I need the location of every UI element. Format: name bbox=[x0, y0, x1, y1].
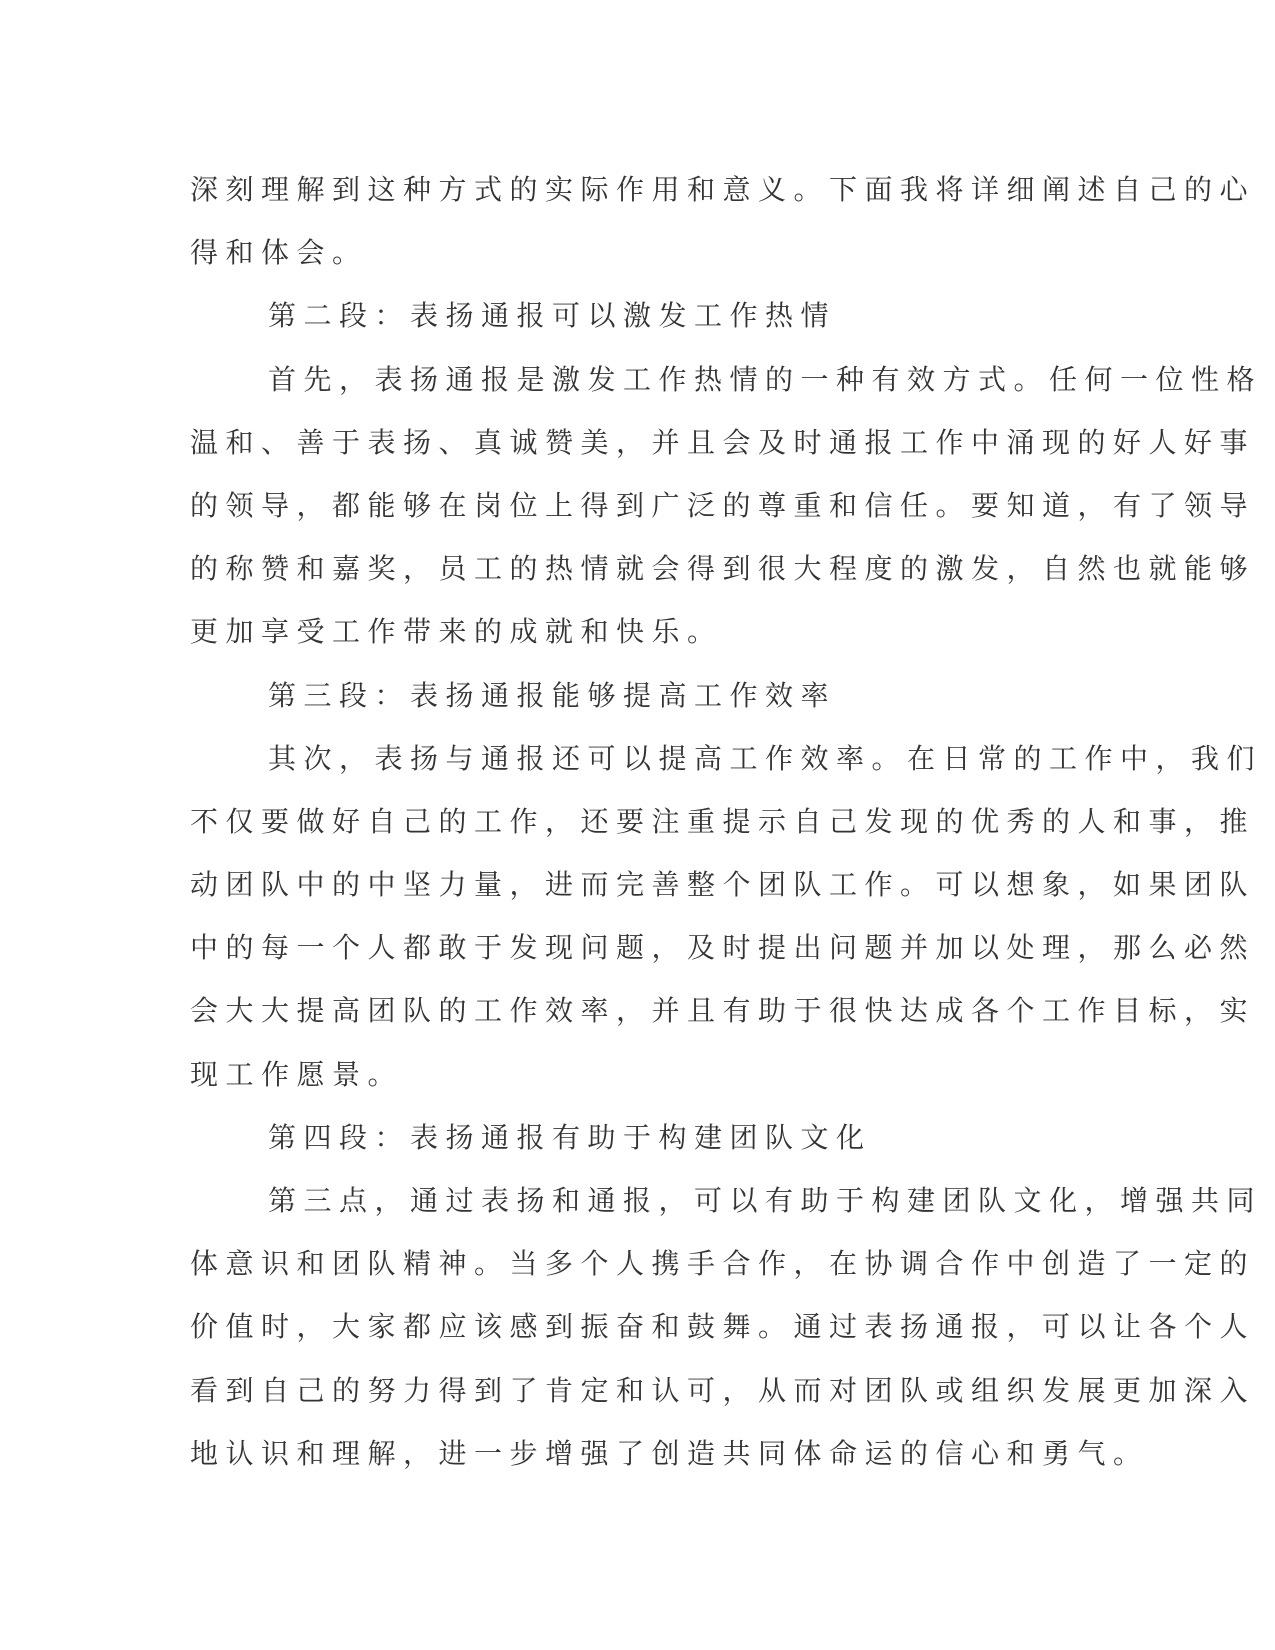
document-body bbox=[190, 158, 1263, 1485]
section-heading-2: 第二段：表扬通报可以激发工作热情 bbox=[268, 299, 837, 333]
body-line: 价值时，大家都应该感到振奋和鼓舞。通过表扬通报，可以让各个人 bbox=[190, 1310, 1256, 1344]
body-line: 的称赞和嘉奖，员工的热情就会得到很大程度的激发，自然也就能够 bbox=[190, 552, 1256, 586]
body-line: 深刻理解到这种方式的实际作用和意义。下面我将详细阐述自己的心 bbox=[190, 173, 1256, 206]
section-heading-4: 第四段：表扬通报有助于构建团队文化 bbox=[268, 1120, 872, 1154]
body-line: 温和、善于表扬、真诚赞美，并且会及时通报工作中涌现的好人好事 bbox=[190, 425, 1256, 459]
body-line: 更加享受工作带来的成就和快乐。 bbox=[190, 615, 723, 649]
body-line: 动团队中的中坚力量，进而完善整个团队工作。可以想象，如果团队 bbox=[190, 868, 1256, 902]
paragraph-first-line: 其次，表扬与通报还可以提高工作效率。在日常的工作中，我们 bbox=[268, 741, 1263, 775]
body-line: 看到自己的努力得到了肯定和认可，从而对团队或组织发展更加深入 bbox=[190, 1373, 1256, 1407]
paragraph-first-line: 第三点，通过表扬和通报，可以有助于构建团队文化，增强共同 bbox=[268, 1184, 1263, 1217]
body-line: 地认识和理解，进一步增强了创造共同体命运的信心和勇气。 bbox=[190, 1436, 1149, 1470]
body-line: 会大大提高团队的工作效率，并且有助于很快达成各个工作目标，实 bbox=[190, 994, 1256, 1028]
body-line: 现工作愿景。 bbox=[190, 1057, 404, 1091]
body-line: 得和体会。 bbox=[190, 236, 368, 270]
body-line: 中的每一个人都敢于发现问题，及时提出问题并加以处理，那么必然 bbox=[190, 931, 1256, 965]
section-heading-3: 第三段：表扬通报能够提高工作效率 bbox=[268, 678, 837, 712]
body-line: 体意识和团队精神。当多个人携手合作，在协调合作中创造了一定的 bbox=[190, 1247, 1256, 1281]
paragraph-first-line: 首先，表扬通报是激发工作热情的一种有效方式。任何一位性格 bbox=[268, 362, 1263, 396]
body-line: 的领导，都能够在岗位上得到广泛的尊重和信任。要知道，有了领导 bbox=[190, 488, 1256, 522]
body-line: 不仅要做好自己的工作，还要注重提示自己发现的优秀的人和事，推 bbox=[190, 804, 1256, 838]
